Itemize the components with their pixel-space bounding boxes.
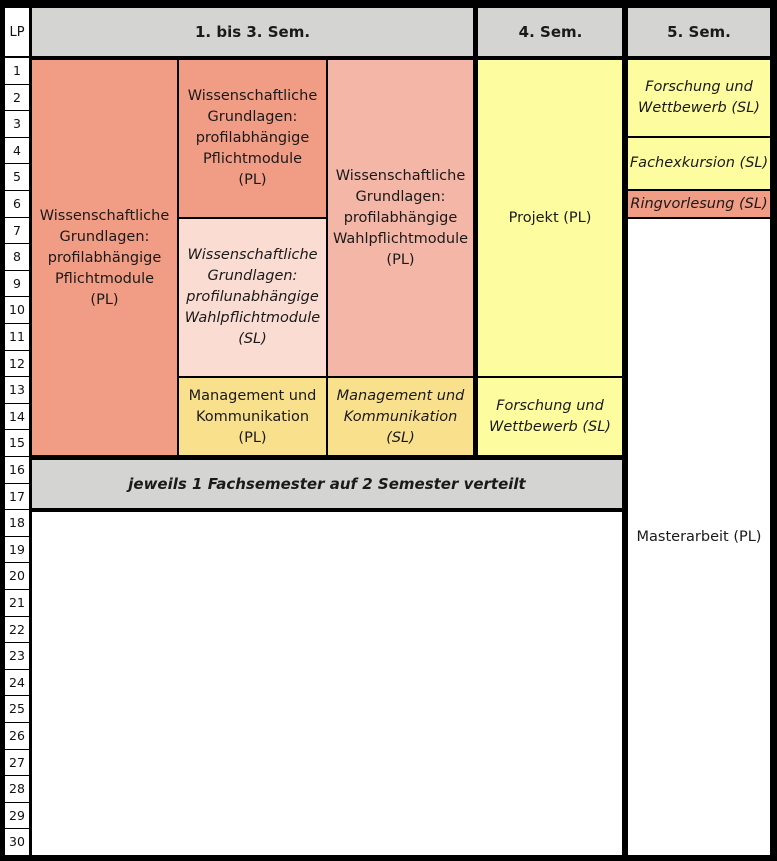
lp-number: 21: [5, 590, 29, 616]
module-pflicht-mid: Wissenschaftliche Grundlagen: profilabhängige Pflichtmodule (PL): [179, 60, 326, 217]
lp-number: 11: [5, 324, 29, 350]
lp-number: 9: [5, 271, 29, 297]
lp-number: 24: [5, 670, 29, 696]
lp-number: 4: [5, 138, 29, 164]
lp-header: LP: [5, 8, 29, 56]
lp-number: 23: [5, 643, 29, 669]
lp-number: 22: [5, 617, 29, 643]
header-sem-5: 5. Sem.: [628, 8, 770, 56]
lp-number: 12: [5, 351, 29, 377]
module-forschung-5: Forschung und Wettbewerb (SL): [628, 60, 770, 136]
module-wahlpflicht-abh: Wissenschaftliche Grundlagen: profilabhängige Wahlpflichtmodule (PL): [328, 60, 473, 376]
lp-number: 20: [5, 563, 29, 589]
lp-number: 30: [5, 829, 29, 855]
module-projekt: Projekt (PL): [478, 60, 622, 376]
lp-number: 8: [5, 244, 29, 270]
module-wahlpflicht-unabh: Wissenschaftliche Grundlagen: profilunabhängige Wahlpflichtmodule (SL): [179, 219, 326, 376]
band-verteilt: jeweils 1 Fachsemester auf 2 Semester verteilt: [32, 460, 622, 508]
module-masterarbeit: Masterarbeit (PL): [628, 219, 770, 855]
module-mgmt-pl: Management und Kommunikation (PL): [179, 378, 326, 456]
header-sem-4: 4. Sem.: [478, 8, 623, 56]
lp-number: 3: [5, 111, 29, 137]
module-ringvorlesung: Ringvorlesung (SL): [628, 191, 770, 217]
lp-number: 7: [5, 218, 29, 244]
lp-number: 15: [5, 430, 29, 456]
frame-top: [0, 0, 777, 8]
lp-number: 13: [5, 377, 29, 403]
lp-number: 29: [5, 803, 29, 829]
frame-bottom-sem1-4: [0, 855, 777, 861]
frame-right: [770, 0, 777, 861]
module-fachexkursion: Fachexkursion (SL): [628, 138, 770, 189]
module-mgmt-sl: Management und Kommunikation (SL): [328, 378, 473, 456]
lp-number: 14: [5, 404, 29, 430]
module-forschung-4: Forschung und Wettbewerb (SL): [478, 378, 622, 456]
lp-number: 10: [5, 297, 29, 323]
lp-number: 1: [5, 58, 29, 84]
lp-number: 5: [5, 164, 29, 190]
lp-number: 16: [5, 457, 29, 483]
lp-number: 28: [5, 776, 29, 802]
lp-number: 6: [5, 191, 29, 217]
lp-number: 25: [5, 696, 29, 722]
empty-area: [32, 512, 622, 855]
lp-number: 2: [5, 85, 29, 111]
lp-number: 19: [5, 537, 29, 563]
header-sem-1-3: 1. bis 3. Sem.: [32, 8, 473, 56]
lp-number: 17: [5, 484, 29, 510]
lp-number: 18: [5, 510, 29, 536]
lp-number: 26: [5, 723, 29, 749]
lp-number: 27: [5, 750, 29, 776]
module-pflicht-left: Wissenschaftliche Grundlagen: profilabhängige Pflichtmodule (PL): [32, 60, 177, 456]
